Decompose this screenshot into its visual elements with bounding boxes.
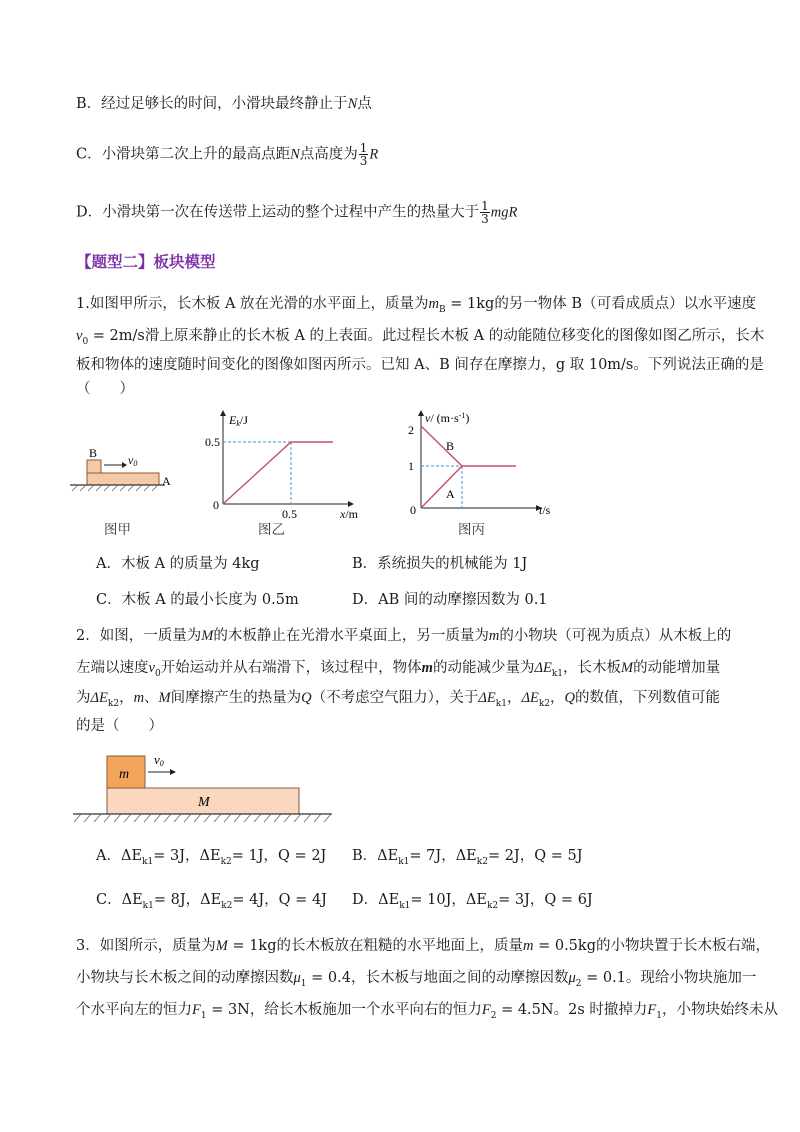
q1-option-b[interactable]: B．系统损失的机械能为 1J	[352, 556, 528, 572]
var-mgr: mgR	[490, 204, 518, 221]
figure-jia	[70, 440, 180, 500]
q3-text: 个水平向左的恒力	[76, 1002, 192, 1018]
sub-k2: k2	[538, 698, 550, 709]
q3-text: 的长木板放在粗糙的水平地面上，质量	[276, 938, 523, 954]
fraction	[480, 200, 490, 225]
q2-text: ，	[119, 690, 134, 706]
y-axis-label: Ek/J	[229, 413, 248, 428]
prev-option-c	[76, 142, 378, 167]
q1-text: 滑上原来静止的长木板 A 的上表面。此过程长木板 A 的动能随位移变化的图像如图乙所示，长木	[144, 328, 765, 344]
var-dE: ΔE	[478, 690, 496, 706]
var-v: v	[148, 660, 155, 676]
tick-y-1: 1	[408, 459, 414, 473]
sub-b: B	[439, 304, 446, 315]
sub-k1: k1	[398, 856, 410, 867]
prev-option-d-text: D．小滑块第一次在传送带上运动的整个过程中产生的热量大于	[76, 204, 480, 221]
q2-text: 2．如图，一质量为	[76, 628, 202, 644]
q3-eq: = 4.5N	[496, 1002, 554, 1018]
var-M: M	[201, 628, 214, 644]
q3-eq: = 0.4	[306, 970, 351, 986]
q2-text: ，	[506, 690, 522, 706]
q2-text: 的动能增加量	[633, 660, 721, 676]
label-a: A	[162, 474, 171, 488]
label-M: M	[198, 795, 210, 810]
label-b: B	[446, 439, 455, 453]
q2-option-text: = 7J，ΔE	[409, 848, 477, 864]
ground-hatch	[74, 814, 331, 822]
ground-hatch	[72, 485, 158, 491]
arrow-head-icon	[220, 410, 226, 416]
q2-line1	[76, 626, 731, 646]
label-a: A	[446, 487, 455, 501]
frac-numerator: 1	[481, 199, 489, 213]
q2-option-text: = 2J，Q = 5J	[487, 848, 583, 864]
var-m: m	[133, 690, 145, 706]
frac-numerator: 1	[359, 141, 368, 155]
q1-line1	[76, 294, 756, 320]
sub-k1: k1	[399, 900, 411, 911]
q2-line2	[76, 658, 720, 684]
arrow-head-icon	[170, 769, 176, 775]
q2-option-text: = 4J，Q = 4J	[232, 892, 327, 908]
prev-option-b-text: B．经过足够长的时间，小滑块最终静止于	[76, 96, 348, 112]
sub-2: 2	[575, 978, 582, 989]
section-heading: 【题型二】板块模型	[76, 253, 216, 271]
var-r: R	[369, 146, 379, 163]
q2-text: ，长木板	[563, 660, 622, 676]
q2-option-text: = 1J，Q = 2J	[231, 848, 327, 864]
v-curve-a	[421, 466, 462, 508]
q2-option-text: = 8J，ΔE	[153, 892, 222, 908]
sub-0: 0	[154, 668, 161, 679]
var-Q: Q	[301, 690, 312, 706]
q2-text: 为	[76, 690, 91, 706]
caption-bing: 图丙	[458, 522, 485, 538]
origin: 0	[410, 503, 416, 517]
q3-eq: = 0.1	[581, 970, 626, 986]
var-n: N	[347, 96, 358, 112]
y-axis-label: v/ $(m\cdot s^{-1})$	[425, 411, 470, 425]
var-dE: ΔE	[90, 690, 108, 706]
q3-text: 小物块与长木板之间的动摩擦因数	[76, 970, 294, 986]
caption-yi: 图乙	[258, 522, 285, 538]
q2-line3	[76, 688, 720, 714]
sub-2: 2	[490, 1010, 497, 1021]
q2-text: 开始运动并从右端滑下，该过程中，物体	[160, 660, 422, 676]
sub-1: 1	[656, 1010, 662, 1021]
var-F: F	[192, 1002, 201, 1018]
ek-curve	[223, 442, 333, 504]
sub-k1: k1	[142, 900, 154, 911]
q2-text: （不考虑空气阻力），关于	[311, 690, 479, 706]
var-M: M	[158, 690, 171, 706]
var-M: M	[215, 938, 228, 954]
fraction	[359, 142, 369, 167]
prev-option-c-mid: 点高度为	[299, 146, 358, 163]
q3-text: ，给长木板施加一个水平向右的恒力	[249, 1002, 482, 1018]
prev-option-b	[76, 94, 372, 114]
var-dE: ΔE	[534, 660, 552, 676]
q3-eq: = 3N	[206, 1002, 250, 1018]
label-v0: v0	[128, 453, 138, 468]
q3-line3	[76, 1000, 778, 1026]
q3-text: 。现给小物块施加一	[625, 970, 757, 986]
origin: 0	[213, 498, 219, 512]
q3-eq: = 1kg	[227, 938, 277, 954]
sub-k2: k2	[221, 900, 233, 911]
sub-k1: k1	[551, 668, 564, 679]
q1-option-a[interactable]: A．木板 A 的质量为 4kg	[96, 556, 260, 572]
sub-1: 1	[200, 1010, 207, 1021]
q3-text: ，小物块始终未从	[661, 1002, 778, 1018]
var-mu: μ	[568, 970, 576, 986]
block-b	[87, 460, 101, 473]
q3-text: 的小物块置于长木板右端，	[595, 938, 770, 954]
q1-text: 1.如图甲所示，长木板 A 放在光滑的水平面上，质量为	[76, 296, 429, 312]
q2-text: 的动能减少量为	[432, 660, 535, 676]
q1-option-d[interactable]: D．AB 间的动摩擦因数为 0.1	[352, 592, 548, 608]
q2-option-text: = 3J，Q = 6J	[498, 892, 593, 908]
sub-k2: k2	[220, 856, 232, 867]
q2-text: 左端以速度	[76, 660, 149, 676]
figure-q2	[70, 750, 340, 830]
label-b: B	[89, 446, 98, 460]
label-m: m	[119, 767, 130, 782]
sub-k2: k2	[107, 698, 120, 709]
arrow-head-icon	[418, 410, 424, 416]
q2-option-b[interactable]	[352, 846, 583, 872]
q3-text: 。2s 时撤掉力	[553, 1002, 648, 1018]
q1-line2	[76, 326, 764, 352]
sub-1: 1	[300, 978, 307, 989]
q1-text: 的另一物体 B（可看成质点）以水平速度	[494, 296, 757, 312]
var-n: N	[290, 146, 300, 163]
q2-option-d[interactable]	[352, 890, 593, 916]
q2-text: 的木板静止在光滑水平桌面上，另一质量为	[213, 628, 489, 644]
q3-line2	[76, 968, 756, 994]
prev-option-c-text: C．小滑块第二次上升的最高点距	[76, 146, 291, 163]
q1-line3: 板和物体的速度随时间变化的图像如图丙所示。已知 A、B 间存在摩擦力，g 取 10m/s。下列说法正确的是	[76, 357, 764, 373]
var-M: M	[621, 660, 634, 676]
q1-eq: = 2m/s	[88, 328, 145, 344]
var-dE: ΔE	[521, 690, 539, 706]
arrow-head-icon	[122, 462, 127, 468]
q2-option-a-label: A．ΔE	[96, 848, 143, 864]
board-a	[87, 473, 159, 485]
q2-option-c-label: C．ΔE	[96, 892, 143, 908]
label-v0: v0	[154, 752, 164, 768]
q2-line4: 的是（ ）	[76, 718, 163, 734]
q2-option-text: = 3J，ΔE	[153, 848, 221, 864]
q2-option-c[interactable]	[96, 890, 327, 916]
var-Q: Q	[564, 690, 575, 706]
q2-text: 的数值，下列数值可能	[574, 690, 720, 706]
caption-jia: 图甲	[104, 522, 131, 538]
x-axis-label: x/m	[340, 507, 358, 520]
q1-eq: = 1kg	[445, 296, 495, 312]
q2-option-a[interactable]	[96, 846, 326, 872]
var-m: m	[421, 660, 433, 676]
v-curve-b	[421, 426, 516, 466]
q2-text: 间摩擦产生的热量为	[170, 690, 302, 706]
tick-x: 0.5	[282, 507, 297, 520]
figure-yi	[205, 408, 370, 520]
var-m: m	[488, 628, 500, 644]
q2-option-text: = 10J，ΔE	[410, 892, 487, 908]
q2-option-b-label: B．ΔE	[352, 848, 399, 864]
var-mu: μ	[293, 970, 301, 986]
q2-text: 、	[144, 690, 159, 706]
tick-y-2: 2	[408, 423, 414, 437]
q1-option-c[interactable]: C．木板 A 的最小长度为 0.5m	[96, 592, 299, 608]
var-v: v	[76, 328, 83, 344]
q3-eq: = 0.5kg	[533, 938, 596, 954]
sub-0: 0	[82, 336, 89, 347]
figure-bing	[398, 408, 563, 520]
sub-k1: k1	[142, 856, 154, 867]
q1-line4: （ ）	[76, 381, 134, 397]
sub-k2: k2	[486, 900, 499, 911]
frac-denominator: 3	[359, 154, 368, 168]
var-F: F	[481, 1002, 491, 1018]
var-F: F	[647, 1002, 657, 1018]
q2-text: 的小物块（可视为质点）从木板上的	[499, 628, 732, 644]
x-axis-label: t/s	[539, 503, 551, 517]
q2-text: ，	[550, 690, 565, 706]
q3-line1	[76, 936, 770, 956]
prev-option-b-tail: 点	[357, 96, 372, 112]
sub-k1: k1	[495, 698, 507, 709]
var-m: m	[523, 938, 534, 954]
q3-text: 3．如图所示，质量为	[76, 938, 216, 954]
sub-k2: k2	[476, 856, 488, 867]
frac-denominator: 3	[481, 212, 489, 226]
var-m: m	[428, 296, 440, 312]
tick-y: 0.5	[205, 435, 220, 449]
q2-option-d-label: D．ΔE	[352, 892, 400, 908]
prev-option-d	[76, 200, 517, 225]
q3-text: ，长木板与地面之间的动摩擦因数	[350, 970, 569, 986]
